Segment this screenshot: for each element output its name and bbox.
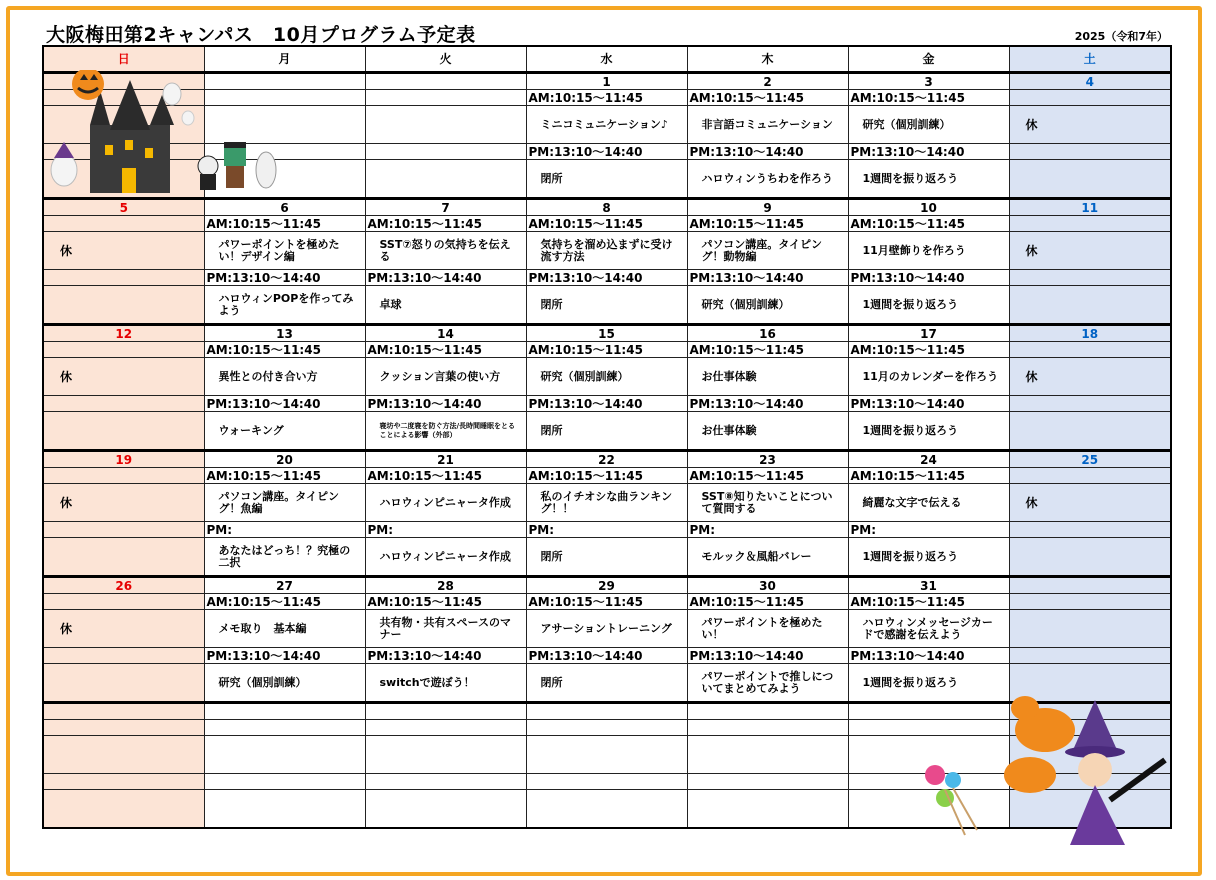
- pm-activity-cell: あなたはどっち！？究極の二択: [204, 538, 365, 577]
- empty-cell: [365, 774, 526, 790]
- date-number-cell: 13: [204, 325, 365, 342]
- am-time-cell: AM:10:15～11:45: [687, 468, 848, 484]
- weekday-thu: 木: [687, 46, 848, 73]
- am-time-cell: AM:10:15～11:45: [526, 342, 687, 358]
- pm-activity-cell: switchで遊ぼう！: [365, 664, 526, 703]
- date-number-cell: 27: [204, 577, 365, 594]
- pm-time-cell: PM:13:10～14:40: [526, 270, 687, 286]
- am-time-cell: AM:10:15～11:45: [526, 216, 687, 232]
- pm-activity-cell: ハロウィンPOPを作ってみよう: [204, 286, 365, 325]
- pm-time-cell: PM:13:10～14:40: [526, 648, 687, 664]
- pm-time-cell: PM:13:10～14:40: [848, 144, 1009, 160]
- weekday-sun: 日: [43, 46, 204, 73]
- date-number-cell: 14: [365, 325, 526, 342]
- am-activity-cell: [204, 106, 365, 144]
- date-number-cell: 3: [848, 73, 1009, 90]
- am-activity-cell: SST⑧知りたいことについて質問する: [687, 484, 848, 522]
- page-title: 大阪梅田第2キャンパス 10月プログラム予定表: [46, 24, 476, 46]
- pm-time-cell: [43, 522, 204, 538]
- am-activity-cell: 11月壁飾りを作ろう: [848, 232, 1009, 270]
- am-activity-cell: 11月のカレンダーを作ろう: [848, 358, 1009, 396]
- week-5-am-activity-row: [43, 610, 1171, 648]
- am-time-cell: AM:10:15～11:45: [848, 90, 1009, 106]
- pm-time-cell: PM:13:10～14:40: [204, 396, 365, 412]
- pm-activity-cell: 研究（個別訓練）: [687, 286, 848, 325]
- empty-cell: [204, 736, 365, 774]
- pm-activity-cell: 閉所: [526, 664, 687, 703]
- am-time-cell: AM:10:15～11:45: [526, 594, 687, 610]
- week-4-pm-time-row: [43, 522, 1171, 538]
- am-activity-cell: パソコン講座。タイピング！動物編: [687, 232, 848, 270]
- am-activity-cell: 異性との付き合い方: [204, 358, 365, 396]
- am-time-cell: [1009, 594, 1171, 610]
- date-number-cell: 9: [687, 199, 848, 216]
- am-time-cell: AM:10:15～11:45: [848, 216, 1009, 232]
- empty-cell: [526, 774, 687, 790]
- empty-cell: [43, 720, 204, 736]
- week-4-am-time-row: [43, 468, 1171, 484]
- year-label: 2025（令和7年）: [1074, 30, 1168, 43]
- empty-cell: [526, 736, 687, 774]
- pm-activity-cell: お仕事体験: [687, 412, 848, 451]
- am-activity-cell: クッション言葉の使い方: [365, 358, 526, 396]
- empty-cell: [365, 790, 526, 829]
- am-time-cell: AM:10:15～11:45: [848, 594, 1009, 610]
- pm-activity-cell: 1週間を振り返ろう: [848, 412, 1009, 451]
- am-time-cell: AM:10:15～11:45: [687, 342, 848, 358]
- am-activity-cell: 休: [1009, 232, 1171, 270]
- pm-time-cell: [43, 396, 204, 412]
- date-number-cell: 20: [204, 451, 365, 468]
- pm-activity-cell: [43, 664, 204, 703]
- week-3-date-number-row: [43, 325, 1171, 342]
- week-5-date-number-row: [43, 577, 1171, 594]
- am-time-cell: AM:10:15～11:45: [848, 342, 1009, 358]
- week-3-am-activity-row: [43, 358, 1171, 396]
- am-activity-cell: 非言語コミュニケーション: [687, 106, 848, 144]
- pm-time-cell: PM:13:10～14:40: [687, 396, 848, 412]
- pm-activity-cell: 1週間を振り返ろう: [848, 664, 1009, 703]
- am-time-cell: [43, 342, 204, 358]
- monsters-illustration: [196, 140, 286, 195]
- date-number-cell: 4: [1009, 73, 1171, 90]
- pm-activity-cell: 1週間を振り返ろう: [848, 160, 1009, 199]
- am-time-cell: [1009, 216, 1171, 232]
- am-activity-cell: 休: [43, 610, 204, 648]
- empty-cell: [204, 774, 365, 790]
- pm-activity-cell: ウォーキング: [204, 412, 365, 451]
- am-time-cell: AM:10:15～11:45: [365, 342, 526, 358]
- am-activity-cell: ミニコミュニケーション♪: [526, 106, 687, 144]
- am-activity-cell: 休: [43, 484, 204, 522]
- week-2-date-number-row: [43, 199, 1171, 216]
- week-2-pm-time-row: [43, 270, 1171, 286]
- week-2-am-time-row: [43, 216, 1171, 232]
- am-activity-cell: ハロウィンピニャータ作成: [365, 484, 526, 522]
- am-time-cell: AM:10:15～11:45: [526, 90, 687, 106]
- weekday-tue: 火: [365, 46, 526, 73]
- witch-with-pinata-illustration: [905, 680, 1175, 850]
- date-number-cell: 1: [526, 73, 687, 90]
- empty-cell: [687, 790, 848, 829]
- pm-activity-cell: [365, 160, 526, 199]
- week-4-am-activity-row: [43, 484, 1171, 522]
- pm-activity-cell: [1009, 538, 1171, 577]
- date-number-cell: 17: [848, 325, 1009, 342]
- empty-cell: [687, 720, 848, 736]
- haunted-castle-illustration: [50, 70, 200, 195]
- date-number-cell: 31: [848, 577, 1009, 594]
- pm-activity-cell: 閉所: [526, 412, 687, 451]
- week-1-am-time-row: [43, 90, 1171, 106]
- week-3-am-time-row: [43, 342, 1171, 358]
- week-5-am-time-row: [43, 594, 1171, 610]
- am-time-cell: AM:10:15～11:45: [365, 594, 526, 610]
- date-number-cell: 22: [526, 451, 687, 468]
- week-2-am-activity-row: [43, 232, 1171, 270]
- date-number-cell: 2: [687, 73, 848, 90]
- am-time-cell: AM:10:15～11:45: [365, 468, 526, 484]
- pm-time-cell: PM:: [526, 522, 687, 538]
- date-number-cell: 30: [687, 577, 848, 594]
- pm-activity-cell: ハロウィンピニャータ作成: [365, 538, 526, 577]
- pm-time-cell: PM:13:10～14:40: [848, 270, 1009, 286]
- am-activity-cell: 研究（個別訓練）: [848, 106, 1009, 144]
- pm-time-cell: PM:: [365, 522, 526, 538]
- am-activity-cell: パソコン講座。タイピング！魚編: [204, 484, 365, 522]
- am-time-cell: [365, 90, 526, 106]
- pm-time-cell: PM:13:10～14:40: [687, 144, 848, 160]
- weekday-mon: 月: [204, 46, 365, 73]
- pm-activity-cell: [1009, 286, 1171, 325]
- pm-time-cell: PM:: [848, 522, 1009, 538]
- am-activity-cell: 休: [43, 358, 204, 396]
- am-activity-cell: 綺麗な文字で伝える: [848, 484, 1009, 522]
- week-1-date-number-row: [43, 73, 1171, 90]
- date-number-cell: 25: [1009, 451, 1171, 468]
- empty-cell: [687, 774, 848, 790]
- pm-activity-cell: 研究（個別訓練）: [204, 664, 365, 703]
- pm-time-cell: PM:13:10～14:40: [365, 648, 526, 664]
- pm-time-cell: [1009, 270, 1171, 286]
- am-activity-cell: 休: [43, 232, 204, 270]
- pm-activity-cell: 卓球: [365, 286, 526, 325]
- empty-cell: [526, 720, 687, 736]
- week-3-pm-time-row: [43, 396, 1171, 412]
- date-number-cell: [204, 73, 365, 90]
- empty-cell: [687, 703, 848, 720]
- am-activity-cell: 休: [1009, 484, 1171, 522]
- pm-activity-cell: [1009, 412, 1171, 451]
- am-activity-cell: メモ取り 基本編: [204, 610, 365, 648]
- date-number-cell: 7: [365, 199, 526, 216]
- am-activity-cell: 気持ちを溜め込まずに受け流す方法: [526, 232, 687, 270]
- pm-activity-cell: 1週間を振り返ろう: [848, 286, 1009, 325]
- am-time-cell: AM:10:15～11:45: [204, 342, 365, 358]
- pm-activity-cell: ハロウィンうちわを作ろう: [687, 160, 848, 199]
- pm-time-cell: [1009, 522, 1171, 538]
- pm-time-cell: PM:13:10～14:40: [848, 396, 1009, 412]
- empty-cell: [204, 720, 365, 736]
- pm-time-cell: [1009, 144, 1171, 160]
- week-2-pm-activity-row: [43, 286, 1171, 325]
- weekday-wed: 水: [526, 46, 687, 73]
- empty-cell: [43, 774, 204, 790]
- am-time-cell: [43, 468, 204, 484]
- am-time-cell: [204, 90, 365, 106]
- date-number-cell: 11: [1009, 199, 1171, 216]
- week-5-pm-time-row: [43, 648, 1171, 664]
- am-activity-cell: [365, 106, 526, 144]
- empty-cell: [365, 736, 526, 774]
- pm-time-cell: [1009, 396, 1171, 412]
- date-number-cell: 12: [43, 325, 204, 342]
- am-time-cell: AM:10:15～11:45: [687, 594, 848, 610]
- am-activity-cell: ハロウィンメッセージカードで感謝を伝えよう: [848, 610, 1009, 648]
- week-3-pm-activity-row: [43, 412, 1171, 451]
- am-activity-cell: 休: [1009, 106, 1171, 144]
- am-activity-cell: 共有物・共有スペースのマナー: [365, 610, 526, 648]
- empty-cell: [43, 703, 204, 720]
- am-time-cell: AM:10:15～11:45: [848, 468, 1009, 484]
- am-activity-cell: [1009, 610, 1171, 648]
- week-4-date-number-row: [43, 451, 1171, 468]
- pm-time-cell: PM:13:10～14:40: [848, 648, 1009, 664]
- am-time-cell: AM:10:15～11:45: [526, 468, 687, 484]
- weekday-header-row: [43, 46, 1171, 73]
- date-number-cell: 21: [365, 451, 526, 468]
- date-number-cell: 28: [365, 577, 526, 594]
- empty-cell: [365, 703, 526, 720]
- empty-cell: [204, 703, 365, 720]
- empty-cell: [365, 720, 526, 736]
- date-number-cell: 6: [204, 199, 365, 216]
- empty-cell: [204, 790, 365, 829]
- date-number-cell: 15: [526, 325, 687, 342]
- date-number-cell: 18: [1009, 325, 1171, 342]
- date-number-cell: 5: [43, 199, 204, 216]
- pm-activity-cell: [1009, 160, 1171, 199]
- date-number-cell: 10: [848, 199, 1009, 216]
- weekday-fri: 金: [848, 46, 1009, 73]
- pm-time-cell: [43, 270, 204, 286]
- pm-time-cell: PM:13:10～14:40: [687, 648, 848, 664]
- date-number-cell: 19: [43, 451, 204, 468]
- date-number-cell: 8: [526, 199, 687, 216]
- date-number-cell: 16: [687, 325, 848, 342]
- pm-activity-cell: [43, 286, 204, 325]
- am-time-cell: AM:10:15～11:45: [687, 216, 848, 232]
- am-time-cell: [1009, 468, 1171, 484]
- am-activity-cell: 研究（個別訓練）: [526, 358, 687, 396]
- pm-time-cell: PM:13:10～14:40: [365, 270, 526, 286]
- empty-cell: [526, 790, 687, 829]
- pm-time-cell: PM:13:10～14:40: [204, 648, 365, 664]
- am-activity-cell: SST⑦怒りの気持ちを伝える: [365, 232, 526, 270]
- pm-time-cell: PM:: [204, 522, 365, 538]
- date-number-cell: 26: [43, 577, 204, 594]
- date-number-cell: [1009, 577, 1171, 594]
- weekday-sat: 土: [1009, 46, 1171, 73]
- am-activity-cell: 私のイチオシな曲ランキング！！: [526, 484, 687, 522]
- empty-cell: [43, 790, 204, 829]
- am-time-cell: [43, 594, 204, 610]
- am-activity-cell: お仕事体験: [687, 358, 848, 396]
- pm-time-cell: PM:: [687, 522, 848, 538]
- pm-activity-cell: 1週間を振り返ろう: [848, 538, 1009, 577]
- am-activity-cell: パワーポイントを極めたい！デザイン編: [204, 232, 365, 270]
- date-number-cell: 29: [526, 577, 687, 594]
- pm-activity-cell: [43, 538, 204, 577]
- am-time-cell: [1009, 90, 1171, 106]
- am-time-cell: AM:10:15～11:45: [204, 216, 365, 232]
- pm-activity-cell: 閉所: [526, 538, 687, 577]
- pm-time-cell: PM:13:10～14:40: [526, 396, 687, 412]
- pm-activity-cell: 閉所: [526, 160, 687, 199]
- pm-time-cell: PM:13:10～14:40: [365, 396, 526, 412]
- pm-time-cell: [365, 144, 526, 160]
- am-activity-cell: アサーショントレーニング: [526, 610, 687, 648]
- date-number-cell: 23: [687, 451, 848, 468]
- pm-activity-cell: 閉所: [526, 286, 687, 325]
- am-time-cell: AM:10:15～11:45: [204, 594, 365, 610]
- pm-time-cell: PM:13:10～14:40: [526, 144, 687, 160]
- empty-cell: [526, 703, 687, 720]
- pm-time-cell: [1009, 648, 1171, 664]
- am-time-cell: AM:10:15～11:45: [204, 468, 365, 484]
- pm-time-cell: PM:13:10～14:40: [687, 270, 848, 286]
- am-time-cell: [43, 216, 204, 232]
- date-number-cell: [365, 73, 526, 90]
- pm-time-cell: PM:13:10～14:40: [204, 270, 365, 286]
- pm-time-cell: [43, 648, 204, 664]
- am-time-cell: AM:10:15～11:45: [687, 90, 848, 106]
- pm-activity-cell: モルック＆風船バレー: [687, 538, 848, 577]
- week-1-am-activity-row: [43, 106, 1171, 144]
- am-activity-cell: パワーポイントを極めたい！: [687, 610, 848, 648]
- pm-activity-cell: 寝坊や二度寝を防ぐ方法/長時間睡眠をとることによる影響（外部）: [365, 412, 526, 451]
- empty-cell: [687, 736, 848, 774]
- date-number-cell: 24: [848, 451, 1009, 468]
- pm-activity-cell: [43, 412, 204, 451]
- am-time-cell: AM:10:15～11:45: [365, 216, 526, 232]
- am-activity-cell: 休: [1009, 358, 1171, 396]
- week-4-pm-activity-row: [43, 538, 1171, 577]
- am-time-cell: [1009, 342, 1171, 358]
- pm-activity-cell: パワーポイントで推しについてまとめてみよう: [687, 664, 848, 703]
- empty-cell: [43, 736, 204, 774]
